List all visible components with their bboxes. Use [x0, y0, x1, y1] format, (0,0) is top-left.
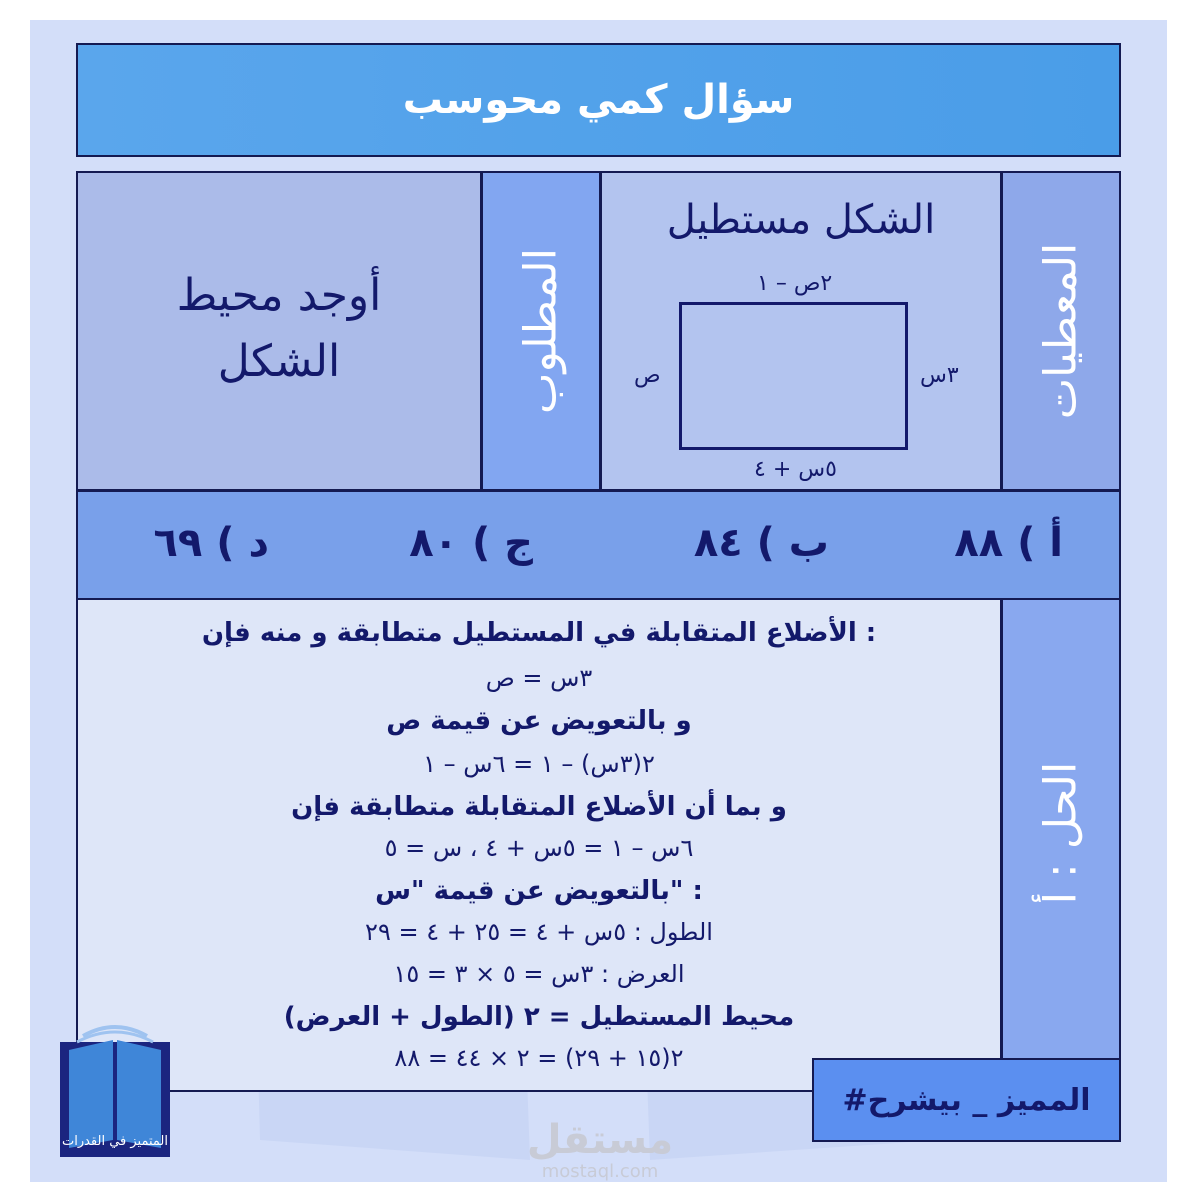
- solution-line: الطول : ٥س + ٤ = ٢٥ + ٤ = ٢٩: [365, 918, 713, 946]
- solution-line: ٦س – ١ = ٥س + ٤ ، س = ٥: [384, 834, 694, 862]
- solution-line: ٣س = ص: [485, 664, 593, 692]
- page-title: سؤال كمي محوسب: [402, 77, 795, 123]
- solution-line: و بالتعويض عن قيمة ص: [386, 706, 692, 736]
- hashtag-text: #المميز _ بيشرح: [842, 1082, 1091, 1118]
- given-label-box: [1001, 171, 1121, 491]
- task-text: [78, 263, 480, 395]
- task-line-1: أوجد محيط: [176, 270, 382, 321]
- rectangle-diagram: [679, 302, 908, 450]
- logo-text: المتميز في القدرات: [61, 1134, 169, 1149]
- solution-line: الأضلاع المتقابلة في المستطيل متطابقة و منه فإن :: [201, 618, 877, 648]
- solution-line: و بما أن الأضلاع المتقابلة متطابقة فإن: [291, 792, 787, 822]
- option-a[interactable]: أ ) ٨٨: [954, 520, 1063, 566]
- shape-panel: [600, 171, 1002, 491]
- shape-title: الشكل مستطيل: [666, 197, 936, 243]
- footer-brand: [510, 1118, 690, 1182]
- bottom-side-label: ٥س + ٤: [754, 457, 837, 482]
- solution-line: محيط المستطيل = ٢ (الطول + العرض): [283, 1002, 795, 1032]
- solution-label: الحل : أ: [1035, 761, 1087, 905]
- task-panel: [76, 171, 482, 491]
- right-side-label: ٣س: [920, 363, 959, 388]
- left-side-label: ص: [634, 363, 661, 388]
- top-side-label: ٢ص – ١: [757, 271, 833, 296]
- title-bar: [76, 43, 1121, 157]
- solution-line: بالتعويض عن قيمة "س" :: [375, 876, 703, 906]
- options-bar: [76, 490, 1121, 600]
- book-logo-icon: [55, 1020, 175, 1160]
- option-d[interactable]: د ) ٦٩: [153, 520, 269, 566]
- hashtag-box: [812, 1058, 1121, 1142]
- given-label: المعطيات: [1035, 242, 1087, 420]
- task-line-2: الشكل: [217, 336, 341, 387]
- option-b[interactable]: ب ) ٨٤: [693, 520, 829, 566]
- solution-line: ٢(٣س) – ١ = ٦س – ١: [423, 750, 655, 778]
- required-label: المطلوب: [515, 248, 567, 414]
- solution-line: العرض : ٣س = ٥ × ٣ = ١٥: [393, 960, 685, 988]
- footer-brand-en: mostaql.com: [541, 1161, 659, 1182]
- option-c[interactable]: ج ) ٨٠: [409, 520, 533, 566]
- required-label-box: [481, 171, 601, 491]
- solution-line: ٢(١٥ + ٢٩) = ٢ × ٤٤ = ٨٨: [394, 1044, 684, 1072]
- solution-panel: [76, 598, 1002, 1092]
- footer-brand-ar: مستقل: [526, 1117, 674, 1163]
- solution-label-box: [1001, 598, 1121, 1068]
